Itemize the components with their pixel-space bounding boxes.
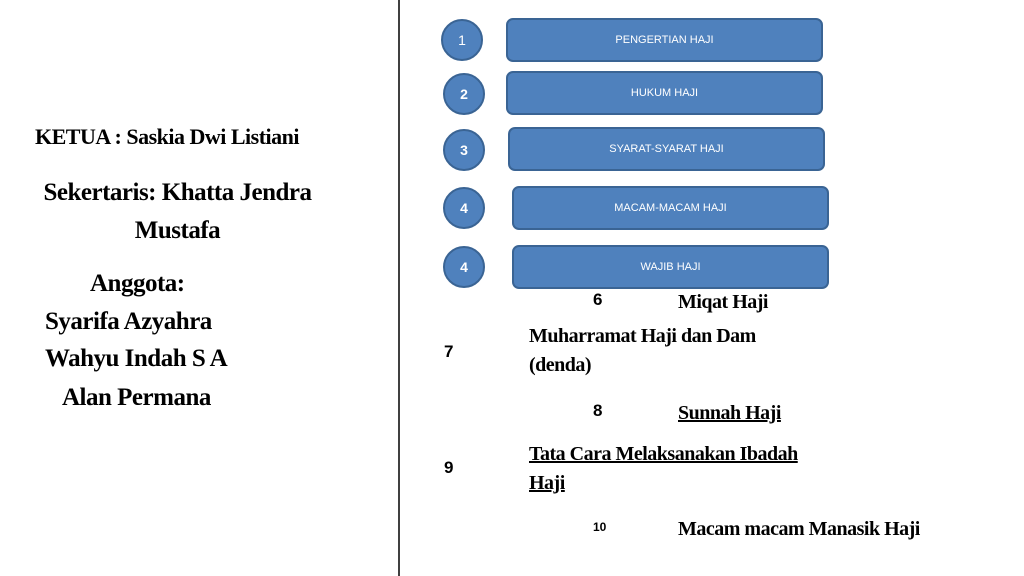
member-name: Alan Permana xyxy=(62,384,211,411)
menu-button-hukum-haji[interactable]: HUKUM HAJI xyxy=(506,71,823,115)
menu-number-circle-4[interactable]: 4 xyxy=(443,187,485,229)
ketua-text: KETUA : Saskia Dwi Listiani xyxy=(35,124,300,149)
topic-muharramat-haji[interactable] xyxy=(529,322,756,380)
topic-number-8: 8 xyxy=(593,401,603,420)
vertical-divider xyxy=(398,0,400,576)
topic-number-6: 6 xyxy=(593,290,603,309)
menu-number-circle-1[interactable]: 1 xyxy=(441,19,483,61)
sekertaris-text xyxy=(0,174,355,250)
member-name: Syarifa Azyahra xyxy=(45,308,212,335)
topic-line: Muharramat Haji dan Dam xyxy=(529,325,756,347)
topic-line: Tata Cara Melaksanakan Ibadah xyxy=(529,443,798,465)
topic-number-10: 10 xyxy=(593,520,607,534)
menu-number-circle-3[interactable]: 3 xyxy=(443,129,485,171)
sekertaris-line-2: Mustafa xyxy=(134,217,221,244)
menu-number-circle-2[interactable]: 2 xyxy=(443,73,485,115)
menu-button-macam-macam-haji[interactable]: MACAM-MACAM HAJI xyxy=(512,186,829,230)
topic-miqat-haji[interactable]: Miqat Haji xyxy=(678,291,768,313)
topic-number-9: 9 xyxy=(444,458,454,477)
topic-macam-manasik-haji[interactable]: Macam macam Manasik Haji xyxy=(678,518,920,540)
topic-line: Haji xyxy=(529,472,565,494)
member-name: Wahyu Indah S A xyxy=(45,345,228,372)
menu-number-circle-5[interactable]: 4 xyxy=(443,246,485,288)
topic-sunnah-haji[interactable]: Sunnah Haji xyxy=(678,402,781,424)
anggota-label: Anggota: xyxy=(90,270,185,297)
topic-tata-cara-ibadah-haji[interactable] xyxy=(529,440,798,498)
menu-button-pengertian-haji[interactable]: PENGERTIAN HAJI xyxy=(506,18,823,62)
topic-line: (denda) xyxy=(529,354,592,376)
menu-button-wajib-haji[interactable]: WAJIB HAJI xyxy=(512,245,829,289)
topic-number-7: 7 xyxy=(444,342,454,361)
menu-button-syarat-syarat-haji[interactable]: SYARAT-SYARAT HAJI xyxy=(508,127,825,171)
sekertaris-line-1: Sekertaris: Khatta Jendra xyxy=(43,179,312,206)
